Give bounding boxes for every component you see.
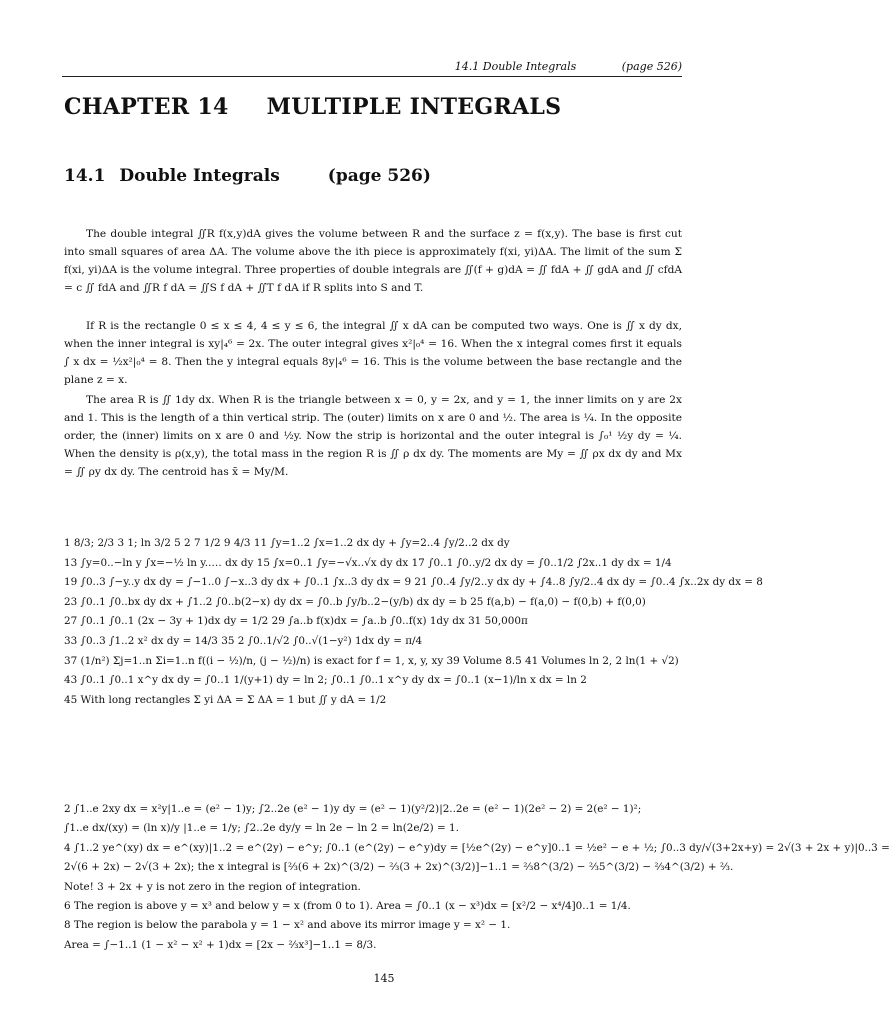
paragraph-triangle-area-example: The area R is ∬ 1dy dx. When R is the triangle between x = 0, y = 2x, and y = 1, the inner limits on y are 2x and 1. This is the length of a thin vertical strip. The (outer) limits on x are 0 and ½. The area is ¼. In the opposite order, the (inner) limits on x are 0 and ½y. Now the strip is horizontal and the outer integral is ∫₀¹ ½y dy = ¼. When the density is ρ(x,y), the total mass in the region R is ∬ ρ dx dy. The moments are My = ∬ ρx dx dy and Mx = ∬ ρy dx dy. The centroid has x̄ = My/M.	[64, 393, 682, 478]
running-header	[62, 60, 682, 73]
chapter-heading	[64, 94, 561, 120]
solution-line: 4 ∫1..2 ye^(xy) dx = e^(xy)|1..2 = e^(2y) − e^y; ∫0..1 (e^(2y) − e^y)dy = [½e^(2y) − e^y]0..1 = ½e² − e + ½; ∫0..3 dy/√(3+2x+y) = 2√(3 + 2x + y)|0..3 =	[64, 841, 890, 854]
odd-answers-block	[64, 534, 763, 710]
answer-line: 27 ∫0..1 ∫0..1 (2x − 3y + 1)dx dy = 1/2 29 ∫a..b f(x)dx = ∫a..b ∫0..f(x) 1dy dx 31 50,000π	[64, 615, 528, 628]
section-number: 14.1	[64, 166, 106, 186]
solution-line: 2√(6 + 2x) − 2√(3 + 2x); the x integral is [⅔(6 + 2x)^(3/2) − ⅔(3 + 2x)^(3/2)]−1..1 = ⅔8^(3/2) − ⅔5^(3/2) − ⅔4^(3/2) + ⅔.	[64, 861, 734, 874]
answer-line: 33 ∫0..3 ∫1..2 x² dx dy = 14/3 35 2 ∫0..1/√2 ∫0..√(1−y²) 1dx dy = π/4	[64, 634, 423, 647]
answer-line: 13 ∫y=0..−ln y ∫x=−½ ln y..… dx dy 15 ∫x=0..1 ∫y=−√x..√x dy dx 17 ∫0..1 ∫0..y/2 dx dy = ∫0..1/2 ∫2x..1 dy dx = 1/4	[64, 556, 672, 569]
even-solutions-block	[64, 800, 890, 955]
answer-line: 37 (1/n²) Σj=1..n Σi=1..n f((i − ½)/n, (j − ½)/n) is exact for f = 1, x, y, xy 39 Volume 8.5 41 Volumes ln 2, 2 ln(1 + √2)	[64, 654, 679, 667]
chapter-title: MULTIPLE INTEGRALS	[266, 94, 562, 120]
answer-line: 1 8/3; 2/3 3 1; ln 3/2 5 2 7 1/2 9 4/3 11 ∫y=1..2 ∫x=1..2 dx dy + ∫y=2..4 ∫y/2..2 dx dy	[64, 537, 510, 549]
header-rule	[62, 76, 682, 77]
answer-line: 45 With long rectangles Σ yi ΔA = Σ ΔA = 1 but ∬ y dA = 1/2	[64, 693, 387, 706]
page-number: 145	[373, 972, 395, 985]
answer-line: 19 ∫0..3 ∫−y..y dx dy = ∫−1..0 ∫−x..3 dy dx + ∫0..1 ∫x..3 dy dx = 9 21 ∫0..4 ∫y/2..y dx dy + ∫4..8 ∫y/2..4 dx dy = ∫0..4 ∫x..2x dy dx = 8	[64, 576, 763, 589]
running-header-section: 14.1 Double Integrals	[454, 60, 577, 73]
solution-line: Area = ∫−1..1 (1 − x² − x² + 1)dx = [2x − ⅔x³]−1..1 = 8/3.	[64, 938, 377, 951]
chapter-number: CHAPTER 14	[64, 94, 229, 120]
section-title: Double Integrals	[119, 166, 280, 186]
solution-line: ∫1..e dx/(xy) = (ln x)/y |1..e = 1/y; ∫2..2e dy/y = ln 2e − ln 2 = ln(2e/2) = 1.	[64, 822, 459, 835]
solution-line: Note! 3 + 2x + y is not zero in the region of integration.	[64, 880, 361, 893]
paragraph-rectangle-example: If R is the rectangle 0 ≤ x ≤ 4, 4 ≤ y ≤ 6, the integral ∬ x dA can be computed two ways. One is ∬ x dy dx, when the inner integral is xy|₄⁶ = 2x. The outer integral gives x²|₀⁴ = 16. When the x integral comes first it equals ∫ x dx = ½x²|₀⁴ = 8. Then the y integral equals 8y|₄⁶ = 16. This is the volume between the base rectangle and the plane z = x.	[64, 319, 682, 386]
solution-line: 8 The region is below the parabola y = 1 − x² and above its mirror image y = x² − 1.	[64, 919, 511, 932]
solution-line: 6 The region is above y = x³ and below y = x (from 0 to 1). Area = ∫0..1 (x − x³)dx = [x²/2 − x⁴/4]0..1 = 1/4.	[64, 899, 631, 912]
answer-line: 43 ∫0..1 ∫0..1 x^y dx dy = ∫0..1 1/(y+1) dy = ln 2; ∫0..1 ∫0..1 x^y dy dx = ∫0..1 (x−1)/ln x dx = ln 2	[64, 674, 587, 687]
running-header-page: (page 526)	[621, 60, 682, 73]
section-heading	[64, 166, 431, 186]
solution-line: 2 ∫1..e 2xy dx = x²y|1..e = (e² − 1)y; ∫2..2e (e² − 1)y dy = (e² − 1)(y²/2)|2..2e = (e² − 1)(2e² − 2) = 2(e² − 1)²;	[64, 803, 642, 815]
answer-line: 23 ∫0..1 ∫0..bx dy dx + ∫1..2 ∫0..b(2−x) dy dx = ∫0..b ∫y/b..2−(y/b) dx dy = b 25 f(a,b) − f(a,0) − f(0,b) + f(0,0)	[64, 595, 646, 608]
section-page-ref: (page 526)	[327, 166, 431, 186]
paragraph-double-integral-definition: The double integral ∬R f(x,y)dA gives the volume between R and the surface z = f(x,y). The base is first cut into small squares of area ΔA. The volume above the ith piece is approximately f(xi, yi)ΔA. The limit of the sum Σ f(xi, yi)ΔA is the volume integral. Three properties of double integrals are ∬(f + g)dA = ∬ fdA + ∬ gdA and ∬ cfdA = c ∬ fdA and ∬R f dA = ∬S f dA + ∬T f dA if R splits into S and T.	[64, 227, 682, 294]
